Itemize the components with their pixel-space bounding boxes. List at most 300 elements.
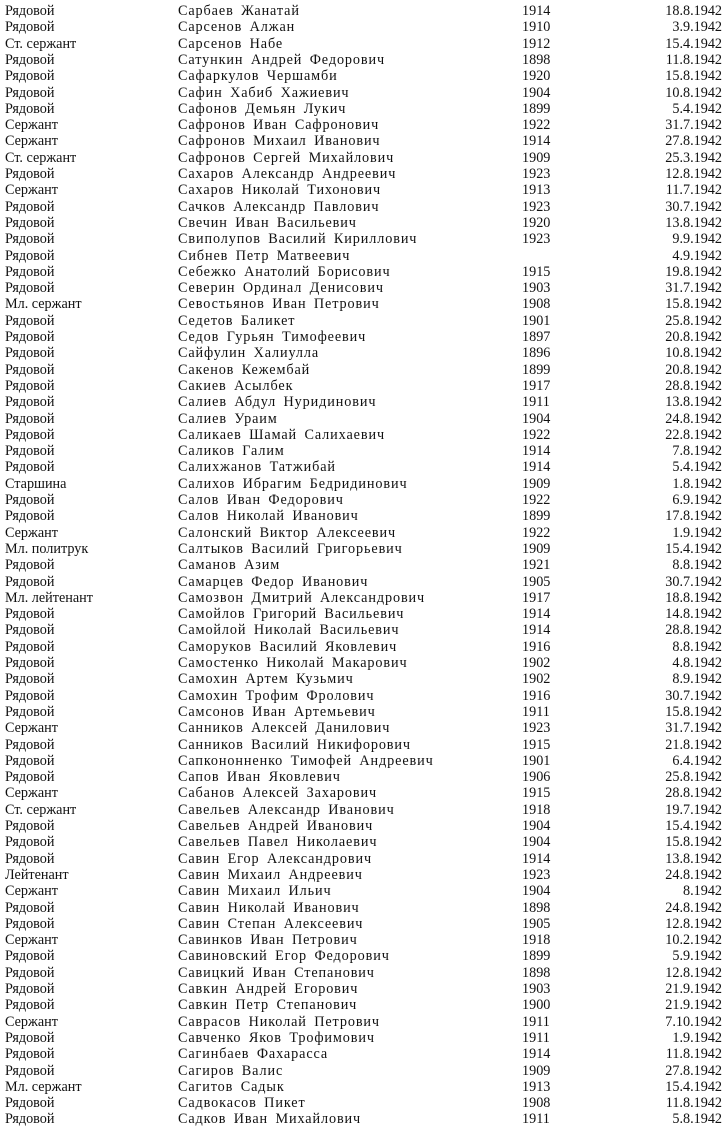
name-cell: Сапов Иван Яковлевич (178, 769, 341, 786)
death-date-cell: 10.8.1942 (665, 345, 722, 362)
rank-cell: Сержант (5, 182, 58, 199)
death-date-cell: 9.9.1942 (672, 231, 722, 248)
name-cell: Сапкононненко Тимофей Андреевич (178, 752, 434, 769)
rank-cell: Рядовой (5, 394, 55, 411)
name-cell: Сахаров Александр Андреевич (178, 166, 397, 182)
birth-year-cell: 1918 (522, 801, 551, 818)
birth-year-cell: 1908 (522, 296, 551, 313)
list-row (0, 802, 727, 818)
name-cell: Саманов Азим (178, 557, 281, 574)
birth-year-cell: 1923 (522, 198, 551, 215)
birth-year-cell: 1914 (522, 606, 551, 623)
name-cell: Савин Егор Александрович (178, 850, 373, 867)
list-row (0, 541, 727, 557)
list-row (0, 68, 727, 84)
rank-cell: Рядовой (5, 834, 55, 851)
death-date-cell: 30.7.1942 (665, 687, 722, 704)
name-cell: Сарбаев Жанатай (178, 3, 300, 19)
rank-cell: Рядовой (5, 671, 55, 688)
death-date-cell: 5.9.1942 (672, 948, 722, 965)
death-date-cell: 31.7.1942 (665, 720, 722, 737)
death-date-cell: 8.1942 (682, 883, 722, 900)
name-cell: Савченко Яков Трофимович (178, 1029, 375, 1046)
birth-year-cell: 1917 (522, 377, 551, 394)
rank-cell: Рядовой (5, 818, 55, 834)
death-date-cell: 4.9.1942 (672, 247, 722, 264)
death-date-cell: 8.9.1942 (672, 671, 722, 688)
rank-cell: Рядовой (5, 166, 55, 182)
birth-year-cell: 1897 (522, 329, 551, 345)
list-row (0, 965, 727, 981)
list-row (0, 1095, 727, 1111)
death-date-cell: 31.7.1942 (665, 280, 722, 297)
rank-cell: Сержант (5, 1013, 58, 1030)
birth-year-cell: 1914 (522, 459, 551, 476)
death-date-cell: 10.8.1942 (665, 84, 722, 101)
birth-year-cell: 1906 (522, 769, 551, 786)
rank-cell: Мл. лейтенант (5, 589, 93, 606)
rank-cell: Рядовой (5, 622, 55, 639)
list-row (0, 394, 727, 410)
death-date-cell: 30.7.1942 (665, 198, 722, 215)
list-row (0, 1063, 727, 1079)
rank-cell: Рядовой (5, 1029, 55, 1046)
rank-cell: Мл. сержант (5, 296, 82, 313)
name-cell: Сакенов Кежембай (178, 361, 311, 378)
birth-year-cell: 1909 (522, 475, 551, 492)
death-date-cell: 11.8.1942 (665, 51, 722, 68)
name-cell: Савин Михаил Ильич (178, 883, 332, 900)
rank-cell: Сержант (5, 117, 58, 134)
birth-year-cell: 1911 (522, 1029, 550, 1046)
rank-cell: Рядовой (5, 850, 55, 867)
rank-cell: Рядовой (5, 915, 55, 932)
rank-cell: Мл. сержант (5, 1078, 82, 1095)
death-date-cell: 5.4.1942 (672, 100, 722, 117)
death-date-cell: 5.4.1942 (672, 459, 722, 476)
rank-cell: Ст. сержант (5, 149, 77, 166)
birth-year-cell: 1922 (522, 117, 551, 134)
death-date-cell: 25.8.1942 (665, 312, 722, 329)
name-cell: Сибнев Петр Матвеевич (178, 247, 351, 264)
death-date-cell: 15.4.1942 (665, 818, 722, 834)
rank-cell: Рядовой (5, 214, 55, 231)
rank-cell: Лейтенант (5, 866, 69, 883)
name-cell: Сатункин Андрей Федорович (178, 51, 386, 68)
list-row (0, 1046, 727, 1062)
rank-cell: Рядовой (5, 964, 55, 981)
name-cell: Сагитов Садык (178, 1078, 285, 1095)
rank-cell: Рядовой (5, 377, 55, 394)
death-date-cell: 3.9.1942 (672, 19, 722, 36)
birth-year-cell: 1912 (522, 35, 551, 52)
list-row (0, 36, 727, 52)
birth-year-cell: 1903 (522, 280, 551, 297)
rank-cell: Старшина (5, 475, 67, 492)
list-row (0, 932, 727, 948)
rank-cell: Рядовой (5, 997, 55, 1014)
list-row (0, 231, 727, 247)
birth-year-cell: 1902 (522, 655, 551, 671)
name-cell: Самойлой Николай Васильевич (178, 622, 400, 639)
rank-cell: Рядовой (5, 51, 55, 68)
birth-year-cell: 1902 (522, 671, 551, 688)
rank-cell: Рядовой (5, 899, 55, 916)
list-row (0, 52, 727, 68)
rank-cell: Рядовой (5, 606, 55, 623)
death-date-cell: 12.8.1942 (665, 166, 722, 182)
birth-year-cell: 1909 (522, 149, 551, 166)
list-row (0, 525, 727, 541)
birth-year-cell: 1910 (522, 19, 551, 36)
name-cell: Самозвон Дмитрий Александрович (178, 589, 426, 606)
name-cell: Санников Василий Никифорович (178, 736, 411, 753)
birth-year-cell: 1917 (522, 589, 551, 606)
rank-cell: Рядовой (5, 345, 55, 362)
rank-cell: Рядовой (5, 410, 55, 427)
list-row (0, 476, 727, 492)
rank-cell: Рядовой (5, 638, 55, 655)
list-row (0, 264, 727, 280)
death-date-cell: 15.4.1942 (665, 1078, 722, 1095)
name-cell: Сафронов Михаил Иванович (178, 133, 381, 150)
birth-year-cell: 1898 (522, 964, 551, 981)
birth-year-cell: 1898 (522, 51, 551, 68)
name-cell: Себежко Анатолий Борисович (178, 263, 391, 280)
name-cell: Салтыков Василий Григорьевич (178, 540, 403, 557)
rank-cell: Рядовой (5, 263, 55, 280)
list-row (0, 443, 727, 459)
list-row (0, 492, 727, 508)
death-date-cell: 19.8.1942 (665, 263, 722, 280)
birth-year-cell: 1923 (522, 720, 551, 737)
list-row (0, 688, 727, 704)
rank-cell: Рядовой (5, 100, 55, 117)
birth-year-cell: 1914 (522, 443, 551, 460)
death-date-cell: 25.3.1942 (665, 149, 722, 166)
list-row (0, 720, 727, 736)
birth-year-cell: 1904 (522, 883, 551, 900)
list-row (0, 19, 727, 35)
name-cell: Сагиров Валис (178, 1062, 284, 1079)
birth-year-cell: 1914 (522, 850, 551, 867)
name-cell: Самойлов Григорий Васильевич (178, 606, 405, 623)
birth-year-cell: 1911 (522, 703, 550, 720)
death-date-cell: 13.8.1942 (665, 850, 722, 867)
death-date-cell: 24.8.1942 (665, 866, 722, 883)
birth-year-cell: 1904 (522, 818, 551, 834)
death-date-cell: 24.8.1942 (665, 410, 722, 427)
death-date-cell: 6.9.1942 (672, 492, 722, 508)
name-cell: Сафаркулов Чершамби (178, 68, 338, 85)
list-row (0, 166, 727, 182)
name-cell: Сафонов Демьян Лукич (178, 100, 347, 117)
death-date-cell: 21.9.1942 (665, 997, 722, 1014)
name-cell: Савицкий Иван Степанович (178, 964, 375, 981)
rank-cell: Рядовой (5, 443, 55, 460)
rank-cell: Рядовой (5, 361, 55, 378)
list-row (0, 883, 727, 899)
list-row (0, 590, 727, 606)
list-row (0, 867, 727, 883)
death-date-cell: 11.8.1942 (665, 1046, 722, 1063)
death-date-cell: 28.8.1942 (665, 377, 722, 394)
birth-year-cell: 1914 (522, 3, 551, 19)
death-date-cell: 17.8.1942 (665, 508, 722, 525)
list-row (0, 427, 727, 443)
name-cell: Савкин Петр Степанович (178, 997, 358, 1014)
death-date-cell: 4.8.1942 (672, 655, 722, 671)
birth-year-cell: 1901 (522, 752, 551, 769)
death-date-cell: 13.8.1942 (665, 394, 722, 411)
rank-cell: Рядовой (5, 508, 55, 525)
name-cell: Саликов Галим (178, 443, 285, 460)
name-cell: Садвокасов Пикет (178, 1095, 306, 1112)
death-date-cell: 14.8.1942 (665, 606, 722, 623)
birth-year-cell: 1896 (522, 345, 551, 362)
list-row (0, 769, 727, 785)
death-date-cell: 15.8.1942 (665, 296, 722, 313)
name-cell: Самохин Трофим Фролович (178, 687, 375, 704)
list-row (0, 280, 727, 296)
list-row (0, 834, 727, 850)
rank-cell: Сержант (5, 720, 58, 737)
rank-cell: Рядовой (5, 231, 55, 248)
list-row (0, 671, 727, 687)
list-row (0, 753, 727, 769)
name-cell: Самсонов Иван Артемьевич (178, 703, 376, 720)
rank-cell: Рядовой (5, 1095, 55, 1112)
birth-year-cell: 1904 (522, 834, 551, 851)
name-cell: Сарсенов Алжан (178, 19, 296, 36)
rank-cell: Рядовой (5, 948, 55, 965)
death-date-cell: 18.8.1942 (665, 3, 722, 19)
list-row (0, 150, 727, 166)
name-cell: Северин Ординал Денисович (178, 280, 384, 297)
death-date-cell: 15.8.1942 (665, 68, 722, 85)
list-row (0, 345, 727, 361)
death-date-cell: 24.8.1942 (665, 899, 722, 916)
list-row (0, 1030, 727, 1046)
name-cell: Сафин Хабиб Хажиевич (178, 84, 350, 101)
list-row (0, 296, 727, 312)
death-date-cell: 15.4.1942 (665, 35, 722, 52)
death-date-cell: 20.8.1942 (665, 361, 722, 378)
rank-cell: Мл. политрук (5, 540, 89, 557)
death-date-cell: 15.4.1942 (665, 540, 722, 557)
list-row (0, 655, 727, 671)
name-cell: Садков Иван Михайлович (178, 1111, 362, 1128)
rank-cell: Сержант (5, 524, 58, 541)
name-cell: Салов Николай Иванович (178, 508, 359, 525)
name-cell: Санников Алексей Данилович (178, 720, 391, 737)
birth-year-cell: 1914 (522, 622, 551, 639)
name-cell: Савельев Александр Иванович (178, 801, 395, 818)
list-row (0, 508, 727, 524)
list-row (0, 981, 727, 997)
rank-cell: Рядовой (5, 769, 55, 786)
rank-cell: Рядовой (5, 280, 55, 297)
death-date-cell: 15.8.1942 (665, 834, 722, 851)
rank-cell: Рядовой (5, 198, 55, 215)
rank-cell: Рядовой (5, 84, 55, 101)
rank-cell: Рядовой (5, 329, 55, 345)
list-row (0, 704, 727, 720)
birth-year-cell: 1922 (522, 524, 551, 541)
death-date-cell: 22.8.1942 (665, 426, 722, 443)
death-date-cell: 8.8.1942 (672, 557, 722, 574)
list-row (0, 1079, 727, 1095)
name-cell: Саврасов Николай Петрович (178, 1013, 380, 1030)
birth-year-cell: 1922 (522, 492, 551, 508)
list-row (0, 215, 727, 231)
name-cell: Сагинбаев Фахарасса (178, 1046, 329, 1063)
death-date-cell: 5.8.1942 (672, 1111, 722, 1128)
list-row (0, 916, 727, 932)
death-date-cell: 28.8.1942 (665, 622, 722, 639)
death-date-cell: 13.8.1942 (665, 214, 722, 231)
name-cell: Сакиев Асылбек (178, 377, 294, 394)
birth-year-cell: 1918 (522, 932, 551, 949)
rank-cell: Рядовой (5, 1062, 55, 1079)
name-cell: Савельев Андрей Иванович (178, 818, 374, 834)
rank-cell: Сержант (5, 932, 58, 949)
rank-cell: Рядовой (5, 3, 55, 19)
list-row (0, 3, 727, 19)
death-date-cell: 7.10.1942 (665, 1013, 722, 1030)
birth-year-cell: 1923 (522, 231, 551, 248)
rank-cell: Сержант (5, 133, 58, 150)
birth-year-cell: 1899 (522, 100, 551, 117)
rank-cell: Рядовой (5, 752, 55, 769)
birth-year-cell: 1920 (522, 214, 551, 231)
birth-year-cell: 1905 (522, 915, 551, 932)
name-cell: Салонский Виктор Алексеевич (178, 524, 397, 541)
death-date-cell: 30.7.1942 (665, 573, 722, 590)
list-row (0, 574, 727, 590)
birth-year-cell: 1908 (522, 1095, 551, 1112)
birth-year-cell: 1916 (522, 687, 551, 704)
list-row (0, 133, 727, 149)
list-row (0, 378, 727, 394)
list-row (0, 117, 727, 133)
birth-year-cell: 1923 (522, 866, 551, 883)
death-date-cell: 27.8.1942 (665, 1062, 722, 1079)
birth-year-cell: 1916 (522, 638, 551, 655)
birth-year-cell: 1913 (522, 1078, 551, 1095)
name-cell: Салиев Ураим (178, 410, 278, 427)
rank-cell: Рядовой (5, 687, 55, 704)
name-cell: Савин Михаил Андреевич (178, 866, 363, 883)
list-row (0, 639, 727, 655)
name-cell: Севостьянов Иван Петрович (178, 296, 380, 313)
list-row (0, 362, 727, 378)
birth-year-cell: 1905 (522, 573, 551, 590)
name-cell: Салихов Ибрагим Бедридинович (178, 475, 408, 492)
rank-cell: Рядовой (5, 573, 55, 590)
list-row (0, 818, 727, 834)
rank-cell: Рядовой (5, 736, 55, 753)
birth-year-cell: 1911 (522, 1111, 550, 1128)
name-cell: Сахаров Николай Тихонович (178, 182, 381, 199)
name-cell: Свечин Иван Васильевич (178, 214, 357, 231)
name-cell: Седетов Баликет (178, 312, 296, 329)
birth-year-cell: 1923 (522, 166, 551, 182)
name-cell: Савкин Андрей Егорович (178, 981, 359, 997)
name-cell: Самарцев Федор Иванович (178, 573, 369, 590)
name-cell: Сафронов Сергей Михайлович (178, 149, 395, 166)
birth-year-cell: 1909 (522, 540, 551, 557)
death-date-cell: 15.8.1942 (665, 703, 722, 720)
rank-cell: Сержант (5, 785, 58, 802)
birth-year-cell: 1899 (522, 508, 551, 525)
name-cell: Салихжанов Татжибай (178, 459, 336, 476)
list-row (0, 737, 727, 753)
name-cell: Савин Степан Алексеевич (178, 915, 364, 932)
death-date-cell: 11.7.1942 (665, 182, 722, 199)
list-row (0, 1014, 727, 1030)
birth-year-cell: 1903 (522, 981, 551, 997)
list-row (0, 785, 727, 801)
death-date-cell: 8.8.1942 (672, 638, 722, 655)
birth-year-cell: 1914 (522, 133, 551, 150)
list-row (0, 557, 727, 573)
death-date-cell: 12.8.1942 (665, 964, 722, 981)
name-cell: Саликаев Шамай Салихаевич (178, 426, 385, 443)
death-date-cell: 10.2.1942 (665, 932, 722, 949)
name-cell: Сайфулин Халиулла (178, 345, 320, 362)
rank-cell: Рядовой (5, 312, 55, 329)
birth-year-cell: 1920 (522, 68, 551, 85)
death-date-cell: 31.7.1942 (665, 117, 722, 134)
death-date-cell: 28.8.1942 (665, 785, 722, 802)
death-date-cell: 1.9.1942 (672, 1029, 722, 1046)
name-cell: Самостенко Николай Макарович (178, 655, 408, 671)
name-cell: Сачков Александр Павлович (178, 198, 380, 215)
rank-cell: Рядовой (5, 1046, 55, 1063)
birth-year-cell: 1898 (522, 899, 551, 916)
birth-year-cell: 1915 (522, 736, 551, 753)
list-row (0, 851, 727, 867)
rank-cell: Рядовой (5, 655, 55, 671)
name-cell: Сафронов Иван Сафронович (178, 117, 380, 134)
birth-year-cell: 1913 (522, 182, 551, 199)
birth-year-cell: 1914 (522, 1046, 551, 1063)
list-row (0, 182, 727, 198)
death-date-cell: 11.8.1942 (665, 1095, 722, 1112)
death-date-cell: 21.9.1942 (665, 981, 722, 997)
death-date-cell: 12.8.1942 (665, 915, 722, 932)
rank-cell: Рядовой (5, 981, 55, 997)
death-date-cell: 18.8.1942 (665, 589, 722, 606)
name-cell: Саморуков Василий Яковлевич (178, 638, 398, 655)
death-date-cell: 6.4.1942 (672, 752, 722, 769)
birth-year-cell: 1911 (522, 1013, 550, 1030)
death-date-cell: 25.8.1942 (665, 769, 722, 786)
list-row (0, 329, 727, 345)
death-date-cell: 1.9.1942 (672, 524, 722, 541)
name-cell: Седов Гурьян Тимофеевич (178, 329, 367, 345)
birth-year-cell: 1900 (522, 997, 551, 1014)
birth-year-cell: 1901 (522, 312, 551, 329)
rank-cell: Рядовой (5, 557, 55, 574)
name-cell: Салов Иван Федорович (178, 492, 344, 508)
rank-cell: Рядовой (5, 247, 55, 264)
death-date-cell: 19.7.1942 (665, 801, 722, 818)
list-row (0, 85, 727, 101)
birth-year-cell: 1921 (522, 557, 551, 574)
name-cell: Свиполупов Василий Кириллович (178, 231, 418, 248)
